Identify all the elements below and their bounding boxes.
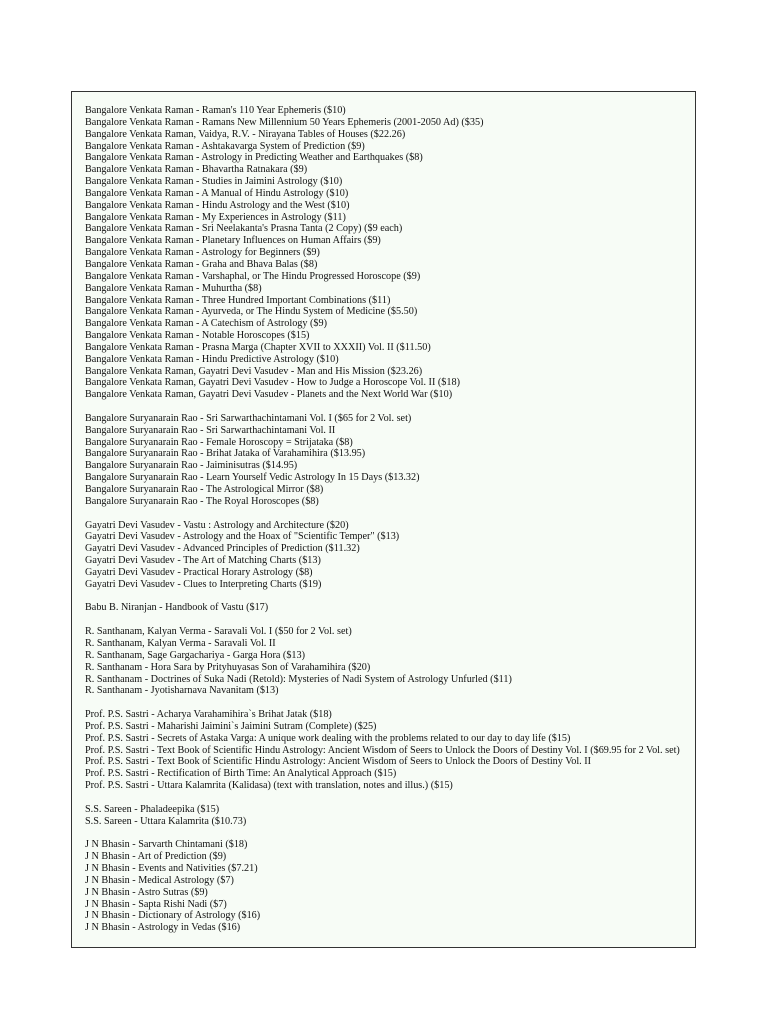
book-entry: R. Santhanam - Doctrines of Suka Nadi (Retold): Mysteries of Nadi System of Astrology Unfurled ($11)	[85, 673, 512, 685]
group-separator	[85, 401, 695, 413]
book-entry: Bangalore Venkata Raman - Hindu Astrology and the West ($10)	[85, 199, 350, 211]
author-group	[85, 413, 695, 508]
book-entry: R. Santhanam - Jyotisharnava Navanitam ($13)	[85, 685, 279, 697]
book-entry: Bangalore Venkata Raman - Studies in Jaimini Astrology ($10)	[85, 176, 343, 188]
group-separator	[85, 614, 695, 626]
book-entry: J N Bhasin - Events and Nativities ($7.21)	[85, 863, 258, 874]
group-separator	[85, 792, 695, 804]
book-entry: J N Bhasin - Medical Astrology ($7)	[85, 874, 234, 886]
book-entry: J N Bhasin - Sapta Rishi Nadi ($7)	[85, 898, 227, 910]
book-entry: Bangalore Venkata Raman - Raman's 110 Year Ephemeris ($10)	[85, 105, 346, 116]
book-entry: Gayatri Devi Vasudev - Astrology and the Hoax of "Scientific Temper" ($13)	[85, 531, 400, 543]
book-entry: Prof. P.S. Sastri - Uttara Kalamrita (Kalidasa) (text with translation, notes and illus.) ($15)	[85, 780, 453, 792]
book-entry: J N Bhasin - Astrology in Vedas ($16)	[85, 922, 241, 934]
book-entry: R. Santhanam - Hora Sara by Prityhuyasas Son of Varahamihira ($20)	[85, 661, 371, 673]
book-entry: Bangalore Venkata Raman, Vaidya, R.V. - Nirayana Tables of Houses ($22.26)	[85, 128, 406, 140]
book-entry: Prof. P.S. Sastri - Acharya Varahamihira`s Brihat Jatak ($18)	[85, 709, 332, 721]
book-entry: Bangalore Suryanarain Rao - Sri Sarwarthachintamani Vol. I ($65 for 2 Vol. set)	[85, 412, 412, 424]
group-separator	[85, 591, 695, 603]
group-separator	[85, 827, 695, 839]
book-entry: J N Bhasin - Astro Sutras ($9)	[85, 886, 208, 898]
author-group	[85, 804, 695, 828]
book-entry: Gayatri Devi Vasudev - Practical Horary Astrology ($8)	[85, 566, 313, 578]
book-entry: Bangalore Venkata Raman - Notable Horoscopes ($15)	[85, 330, 310, 342]
book-entry: Gayatri Devi Vasudev - Clues to Interpreting Charts ($19)	[85, 578, 322, 590]
book-entry: R. Santhanam, Kalyan Verma - Saravali Vol. II	[85, 637, 276, 649]
group-separator	[85, 697, 695, 709]
book-entry: Bangalore Suryanarain Rao - Jaiminisutras ($14.95)	[85, 460, 298, 472]
book-entry: R. Santhanam, Sage Gargachariya - Garga Hora ($13)	[85, 649, 305, 661]
author-group	[85, 602, 695, 614]
book-entry: Bangalore Venkata Raman - Hindu Predictive Astrology ($10)	[85, 353, 339, 365]
author-group	[85, 626, 695, 697]
author-group	[85, 839, 695, 934]
book-entry: Bangalore Suryanarain Rao - Learn Yourself Vedic Astrology In 15 Days ($13.32)	[85, 472, 420, 484]
book-entry: Babu B. Niranjan - Handbook of Vastu ($17)	[85, 602, 269, 614]
book-entry: Bangalore Venkata Raman - A Catechism of Astrology ($9)	[85, 318, 327, 330]
group-separator	[85, 508, 695, 520]
book-entry: Gayatri Devi Vasudev - The Art of Matching Charts ($13)	[85, 555, 321, 567]
book-entry: Bangalore Suryanarain Rao - Female Horoscopy = Strijataka ($8)	[85, 436, 353, 448]
book-entry: Bangalore Venkata Raman - Ramans New Millennium 50 Years Ephemeris (2001-2050 Ad) ($35)	[85, 116, 484, 128]
book-entry: Gayatri Devi Vasudev - Vastu : Astrology and Architecture ($20)	[85, 519, 349, 531]
book-entry: Bangalore Venkata Raman, Gayatri Devi Vasudev - How to Judge a Horoscope Vol. II ($18)	[85, 377, 460, 389]
book-entry: Bangalore Venkata Raman - My Experiences in Astrology ($11)	[85, 211, 346, 223]
book-entry: J N Bhasin - Art of Prediction ($9)	[85, 851, 227, 863]
book-entry: Bangalore Venkata Raman - Varshaphal, or The Hindu Progressed Horoscope ($9)	[85, 270, 421, 282]
book-entry: Bangalore Venkata Raman, Gayatri Devi Vasudev - Planets and the Next World War ($10)	[85, 389, 453, 401]
book-entry: S.S. Sareen - Uttara Kalamrita ($10.73)	[85, 815, 247, 827]
book-entry: Bangalore Suryanarain Rao - Brihat Jataka of Varahamihira ($13.95)	[85, 448, 366, 460]
book-entry: Bangalore Venkata Raman - Ayurveda, or The Hindu System of Medicine ($5.50)	[85, 306, 418, 318]
book-entry: Bangalore Venkata Raman - Astrology in Predicting Weather and Earthquakes ($8)	[85, 152, 423, 164]
book-entry: J N Bhasin - Dictionary of Astrology ($16)	[85, 910, 261, 922]
author-group	[85, 520, 695, 591]
book-entry: Bangalore Venkata Raman, Gayatri Devi Vasudev - Man and His Mission ($23.26)	[85, 365, 423, 377]
book-entry: Prof. P.S. Sastri - Text Book of Scientific Hindu Astrology: Ancient Wisdom of Seers to Unlock the Doors of Destiny Vol. I ($69.95 for 2 Vol. set)	[85, 744, 680, 756]
book-entry: Prof. P.S. Sastri - Rectification of Birth Time: An Analytical Approach ($15)	[85, 768, 397, 780]
book-entry: Prof. P.S. Sastri - Maharishi Jaimini`s Jaimini Sutram (Complete) ($25)	[85, 720, 377, 732]
book-entry: R. Santhanam, Kalyan Verma - Saravali Vol. I ($50 for 2 Vol. set)	[85, 626, 352, 638]
book-entry: Bangalore Venkata Raman - Ashtakavarga System of Prediction ($9)	[85, 140, 365, 152]
book-entry: Bangalore Venkata Raman - A Manual of Hindu Astrology ($10)	[85, 187, 349, 199]
book-entry: Bangalore Suryanarain Rao - The Astrological Mirror ($8)	[85, 484, 324, 495]
book-entry: Gayatri Devi Vasudev - Advanced Principles of Prediction ($11.32)	[85, 543, 360, 555]
book-entry: Bangalore Venkata Raman - Muhurtha ($8)	[85, 282, 262, 294]
author-group	[85, 709, 695, 792]
book-entry: Bangalore Venkata Raman - Graha and Bhava Balas ($8)	[85, 258, 318, 270]
book-entry: Bangalore Venkata Raman - Bhavartha Ratnakara ($9)	[85, 164, 308, 176]
book-entry: Bangalore Venkata Raman - Astrology for Beginners ($9)	[85, 247, 320, 259]
book-entry: Bangalore Venkata Raman - Planetary Influences on Human Affairs ($9)	[85, 235, 381, 247]
author-group	[85, 105, 695, 401]
book-entry: Bangalore Suryanarain Rao - Sri Sarwarthachintamani Vol. II	[85, 424, 336, 436]
book-entry: Prof. P.S. Sastri - Secrets of Astaka Varga: A unique work dealing with the problems related to our day to day life ($15)	[85, 732, 571, 744]
book-list-document	[71, 91, 696, 948]
book-entry: J N Bhasin - Sarvarth Chintamani ($18)	[85, 839, 248, 851]
book-entry: Prof. P.S. Sastri - Text Book of Scientific Hindu Astrology: Ancient Wisdom of Seers to Unlock the Doors of Destiny Vol. II	[85, 756, 592, 768]
book-entry: Bangalore Venkata Raman - Prasna Marga (Chapter XVII to XXXII) Vol. II ($11.50)	[85, 341, 431, 353]
book-entry: S.S. Sareen - Phaladeepika ($15)	[85, 803, 220, 815]
book-entry: Bangalore Venkata Raman - Three Hundred Important Combinations ($11)	[85, 294, 391, 306]
book-entry: Bangalore Suryanarain Rao - The Royal Horoscopes ($8)	[85, 495, 319, 507]
book-entry: Bangalore Venkata Raman - Sri Neelakanta's Prasna Tanta (2 Copy) ($9 each)	[85, 223, 403, 235]
